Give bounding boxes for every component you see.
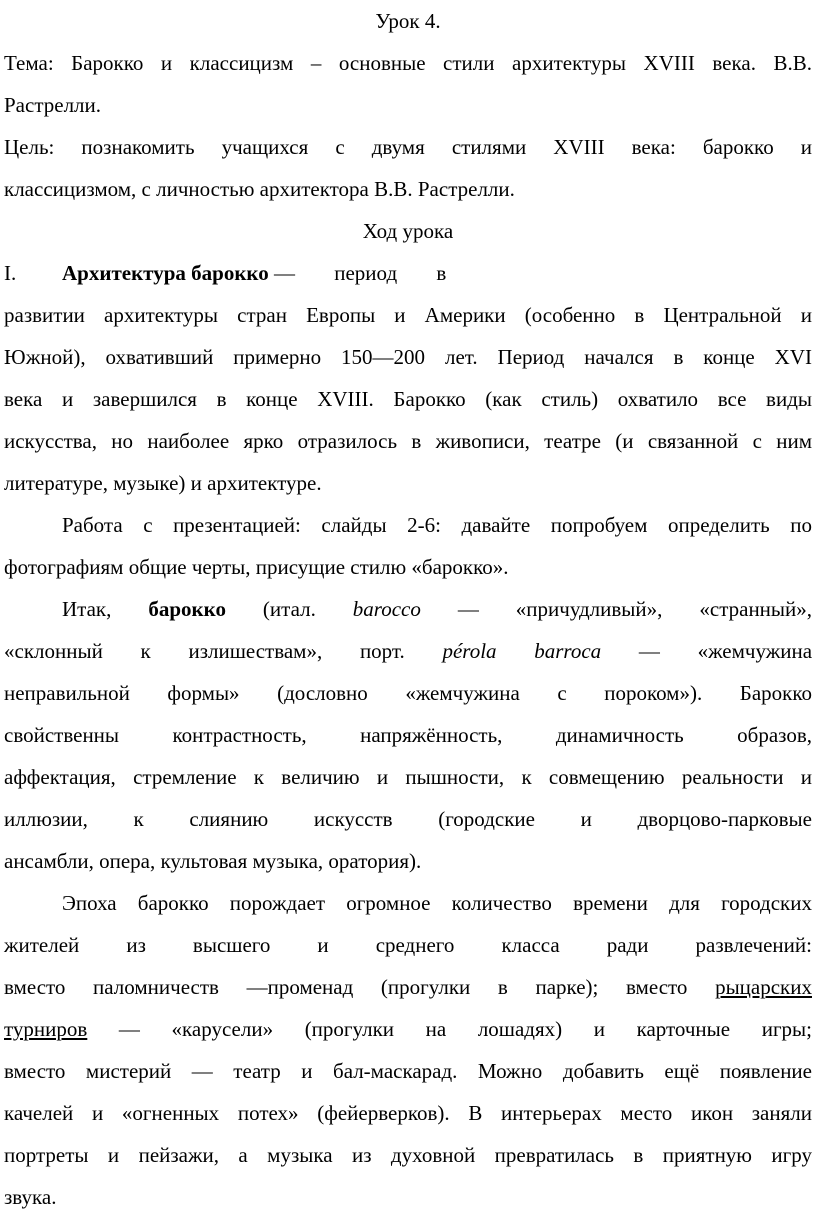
text-span: — «жемчужина [638,639,813,663]
paragraph-line: ансамбли, опера, культовая музыка, оратория). [4,849,422,873]
paragraph-line: искусства, но наиболее ярко отразилось в живописи, театре (и связанной с ним [4,429,812,453]
paragraph-line: портреты и пейзажи, а музыка из духовной превратилась в приятную игру [4,1143,812,1167]
term-baroque: барокко [148,597,226,621]
section-heading-rest: — период в [274,261,447,285]
paragraph-line: иллюзии, к слиянию искусств (городские и дворцово-парковые [4,807,812,831]
course-heading: Ход урока [362,219,454,243]
goal-line-2: классицизмом, с личностью архитектора В.В. Растрелли. [4,177,515,201]
text-span: Итак, [62,597,112,621]
paragraph-line: Южной), охвативший примерно 150—200 лет. Период начался в конце XVI [4,345,812,369]
lesson-title: Урок 4. [375,9,441,33]
paragraph-line: развитии архитектуры стран Европы и Америки (особенно в Центральной и [4,303,812,327]
link-knight-tournaments[interactable]: рыцарских [715,975,812,999]
section-numeral: I. [4,261,17,285]
paragraph-line: Работа с презентацией: слайды 2-6: давайте попробуем определить по [62,513,812,537]
paragraph-line: Эпоха барокко порождает огромное количество времени для городских [62,891,812,915]
link-knight-tournaments-cont[interactable]: турниров [4,1017,88,1041]
paragraph-line [4,1008,812,1050]
text-span: — «причудливый», «странный», [457,597,813,621]
paragraph-line: звука. [4,1185,57,1209]
text-span: (итал. [262,597,316,621]
text-span: «склонный к излишествам», порт. [4,639,405,663]
paragraph-line: века и завершился в конце XVIII. Барокко (как стиль) охватило все виды [4,387,812,411]
paragraph-line: неправильной формы» (дословно «жемчужина с пороком»). Барокко [4,681,812,705]
term-italian: barocco [352,597,421,621]
paragraph-line: аффектация, стремление к величию и пышности, к совмещению реальности и [4,765,812,789]
paragraph-line: жителей из высшего и среднего класса ради развлечений: [4,933,812,957]
goal-line-1: Цель: познакомить учащихся с двумя стилями XVIII века: барокко и [4,135,812,159]
paragraph-line: свойственны контрастность, напряжённость, динамичность образов, [4,723,812,747]
paragraph-line: вместо мистерий — театр и бал-маскарад. Можно добавить ещё появление [4,1059,812,1083]
text-span: — «карусели» (прогулки на лошадях) и карточные игры; [118,1017,813,1041]
paragraph-line: литературе, музыке) и архитектуре. [4,471,322,495]
term-portuguese: pérola barroca [442,639,602,663]
theme-line-2: Растрелли. [4,93,102,117]
section-1-heading-line [4,252,812,294]
section-term: Архитектура барокко [62,261,269,285]
paragraph-line [4,966,812,1008]
paragraph-line [62,588,812,630]
paragraph-line [4,630,812,672]
text-span: вместо паломничеств —променад (прогулки в парке); вместо [4,975,688,999]
paragraph-line: фотографиям общие черты, присущие стилю «барокко». [4,555,509,579]
theme-line-1: Тема: Барокко и классицизм – основные стили архитектуры XVIII века. В.В. [4,51,812,75]
paragraph-line: качелей и «огненных потех» (фейерверков). В интерьерах место икон заняли [4,1101,812,1125]
